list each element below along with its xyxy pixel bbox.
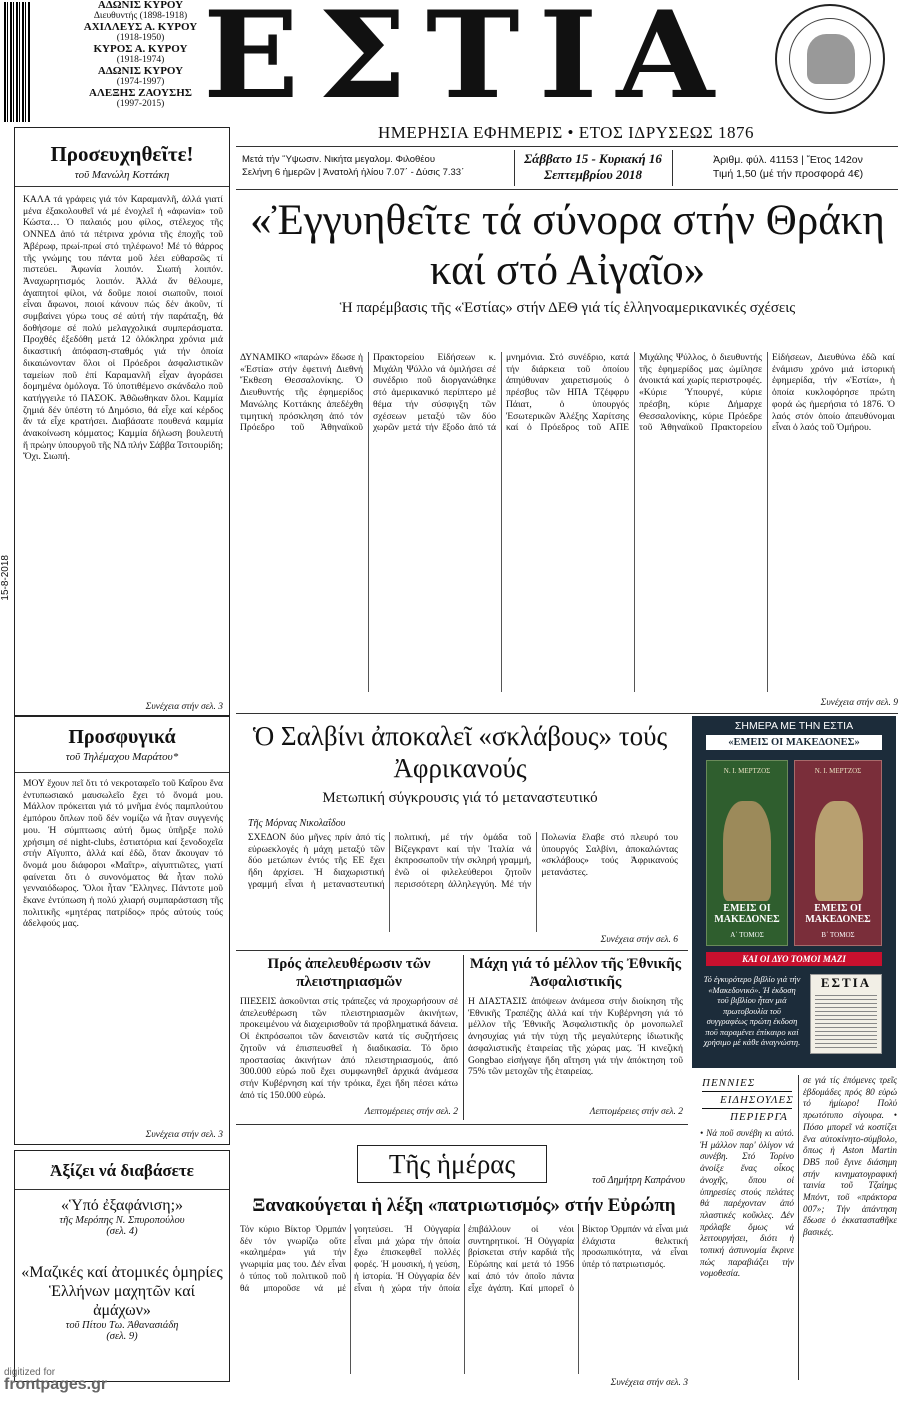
founders-list: ΑΔΩΝΙΣ ΚΥΡΟΥ Διευθυντής (1898-1918) ΑΧΙΛΛΕΥΣ Α. ΚΥΡΟΥ (1918-1950) ΚΥΡΟΣ Α. ΚΥΡΟΥ (1918-1974) ΑΔΩΝΙΣ ΚΥΡΟΥ (1974-1997) ΑΛΕΞΗΣ ΖΑΟΥΣΗΣ (1997-2015) bbox=[83, 0, 198, 109]
gossip-text: • Νά ποῦ συνέβη κι αὐτό. Ἡ μάλλον παρ' ὀλίγον νά συνέβη. Στό Τορίνο ἀνοίξε ἕνας οἶκος ἀνοχῆς, ὅπου οἱ ὑπηρεσίες στούς πελάτες θά παρέχονταν ἀπό πλαστικές κοῦκλες. Δέν πρόλαβε ὅμως νά λειτουργήσει, διότι ἡ τοπική ἀστυνομία ἔκρινε πώς παραβιάζει τήν νομοθεσία. bbox=[700, 1128, 794, 1279]
continue-link[interactable]: Συνέχεια στήν σελ. 3 bbox=[610, 1378, 688, 1388]
masthead-subtitle: ΗΜΕΡΗΣΙΑ ΕΦΗΜΕΡΙΣ • ΕΤΟΣ ΙΔΡΥΣΕΩΣ 1876 bbox=[378, 123, 754, 142]
today-title: Τῆς ἡμέρας bbox=[357, 1145, 547, 1183]
brief-headline: Μάχη γιά τό μέλλον τῆς Ἐθνικῆς Ἀσφαλιστικῆς bbox=[469, 956, 682, 990]
lead-headline: «Ἐγγυηθεῖτε τά σύνορα στήν Θράκη καί στό Αἰγαῖο» bbox=[250, 197, 885, 294]
gossip-text: σε γιά τίς ἐπόμενες τρεῖς ἑβδομάδες πρός 80 εὐρώ τό ἡμίωρο! Πολύ πρωτότυπο σίγουρα. • Πόσο μπορεῖ νά κοστίζει ἕνα αὐτοκίνητο-σύμβολο, ὅπως ἡ Aston Martin DB5 ποῦ ἔγινε διάσημη στήν κινηματογραφική ταινία τοῦ Τζαίημς Μπόντ, τοῦ «πράκτορα 007»; Τήν ἀπάντηση ἔδωσε ὁ ἐκκατασταθῆκε βασικές. bbox=[803, 1075, 897, 1238]
ad-text: Τό ἐγκυρότερο βιβλίο γιά τήν «Μακεδονικό». Ἡ ἐκδοση τοῦ βιβλίου ἦταν μιά πρωτοβουλία τοῦ συγγραφέως πρώτη ἐκδοση ποῦ παραμένει ἐπίκαιρο καί χρήσιμο μέ κάθε ἀναγνώστη. bbox=[703, 974, 801, 1047]
column-text: ΜΟΥ ἔχουν πεῖ ὅτι τό νεκροταφεῖο τοῦ Καΐρου ἕνα ἐντυπωσιακό μαυσωλεῖο ἔχει τό ὄνομά μου. Μάλλον πρόκειται γιά τό μνῆμα ἑνός παμπλούτου ἐμπόρου ὅπλων ποῦ δέν νομίζω νά ἦταν συγγενής μου. Ἡ σύμπτωσις αὐτή ὅμως ὑπῆρξε πολύ χρήσιμη σέ night-clubs, ἑστιατόρια καί ξενοδοχεῖα στήν Αἴγυπτο, ἀλλά καί ἐδῶ, ὅταν ἄκουγαν τό ὄνομά μου διάφοροι «Μαΐτρ», αἰγυπτιῶτες, γιατί φαίνεται ὅτι ὁ συνονόματος θά ἦταν πολύ γενναιόδωρος. Ὅλοι ἦταν Ἕλληνες. Πάντοτε μοῦ ἔκανε ἐντύπωση ἡ πολύ χλιαρή συμπαράσταση τῆς πολιτικῆς «μητέρας πατρίδος» πρός αὐτούς τούς ἀδελφούς μας. bbox=[23, 778, 223, 930]
barcode bbox=[4, 2, 30, 122]
gossip-title: ΠΕΝΝΙΕΣ ΕΙΔΗΣΟΥΛΕΣ ΠΕΡΙΕΡΓΑ bbox=[702, 1077, 794, 1123]
salvini-text: ΣΧΕΔΟΝ δύο μῆνες πρίν ἀπό τίς εὐρωεκλογές ἡ μάχη μεταξύ τῶν δύο μετώπων ἐντός τῆς ΕΕ ἔχει ἤδη ἀρχίσει. Ἡ διαχωριστική γραμμή εἶναι ἡ μεταναστευτική πολιτική, μέ τήν ὁμάδα τοῦ Βίζεγκραντ καί τήν Ἰταλία νά ἐκπροσωποῦν τήν σκληρή γραμμή, ἐνῶ οἱ φιλελεύθεροι ζητοῦν περισσότερη ἀλληλεγγύη. Μέ τήν Πολωνία ἔλαβε στό πλευρό του ὑπουργός Σαλβίνι, ἀποκαλώντας «σκλάβους» τούς Ἀφρικανούς μετανάστες. bbox=[248, 832, 678, 890]
column-title: Προσευχηθεῖτε! bbox=[50, 142, 194, 166]
feast-info: Μετά τήν Ὕψωσιν. Νικήτα μεγαλομ. Φιλοθέου Σελήνη 6 ἡμερῶν | Ἀνατολή ἡλίου 7.07΄ - Δύσις 7.33΄ bbox=[242, 154, 465, 178]
today-author: τοῦ Δημήτρη Καπράνου bbox=[592, 1175, 685, 1186]
issue-info: Ἀριθμ. φύλ. 41153 | Ἔτος 142ον Τιμή 1,50 (μέ τήν προσφορά 4€) bbox=[712, 154, 864, 180]
newspaper-thumbnail: ΕΣΤΙΑ bbox=[810, 974, 882, 1054]
today-headline: Ξανακούγεται ἡ λέξη «πατριωτισμός» στήν Εὐρώπη bbox=[252, 1195, 676, 1216]
continue-link[interactable]: Λεπτομέρειες στήν σελ. 2 bbox=[589, 1107, 683, 1117]
column-author: τοῦ Τηλέμαχου Μαράτου* bbox=[65, 751, 179, 763]
salvini-headline: Ὁ Σαλβίνι ἀποκαλεῖ «σκλάβους» τούς Ἀφρικανούς bbox=[252, 721, 668, 783]
lead-deck: Ἡ παρέμβασις τῆς «Ἑστίας» στήν ΔΕΘ γιά τίς ἑλληνοαμερικανικές σχέσεις bbox=[339, 300, 796, 316]
brief-headline: Πρός ἀπελευθέρωσιν τῶν πλειστηριασμῶν bbox=[267, 956, 431, 990]
masthead-title: ΕΣΤΙΑ bbox=[203, 0, 734, 126]
continue-link[interactable]: Συνέχεια στήν σελ. 6 bbox=[600, 935, 678, 945]
recommended-item[interactable]: «Μαζικές καί ἀτομικές ὁμηρίες Ἑλλήνων μαχητῶν καί ἀμάχων» τοῦ Πίτου Τω. Ἀθανασιάδη (σελ. 9) bbox=[21, 1264, 223, 1342]
ad-ribbon: ΚΑΙ ΟΙ ΔΥΟ ΤΟΜΟΙ ΜΑΖΙ bbox=[706, 952, 882, 966]
column-author: τοῦ Μανώλη Κοττάκη bbox=[74, 169, 170, 181]
salvini-author: Τῆς Μόρνας Νικολαΐδου bbox=[248, 818, 346, 829]
recommended-item[interactable]: «Ὑπό ἐξαφάνιση;» τῆς Μερόπης Ν. Σπυροπούλου (σελ. 4) bbox=[59, 1197, 185, 1237]
lead-text: ΔΥΝΑΜΙΚΟ «παρών» ἔδωσε ἡ «Ἑστία» στήν ἐφετινή Διεθνή Ἔκθεση Θεσσαλονίκης. Ὁ Διευθυντής τῆς ἐφημερίδος Μανώλης Κοττάκης ἀπεδέχθη τιμητική πρόσκληση ἀπό τόν Πρόεδρο τοῦ Ἀθηναϊκοῦ Πρακτορείου Εἰδήσεων κ. Μιχάλη Ψύλλο νά ὁμιλήσει σέ συνέδριο ποῦ διοργανώθηκε στό ἀμερικανικό περίπτερο μέ θέμα τήν σύσφιγξη τῶν σχέσεων μεταξύ τῶν δύο χωρῶν μετά τήν ἔξοδο ἀπό τά μνημόνια. Στό συνέδριο, κατά τήν διάρκεια τοῦ ὁποίου ἀπηύθυναν χαιρετισμούς ὁ πρέσβυς τῶν ΗΠΑ Τζέφφρυ Πάιατ, ὁ ὑπουργός Ἐσωτερικῶν Ἀλέξης Χαρίτσης καί ὁ Πρόεδρος τοῦ ΑΠΕ Μιχάλης Ψύλλος, ὁ διευθυντής τῆς ἐφημερίδος μας ὡμίλησε ἀνοικτά καί χωρίς περιστροφές. «Κύριε Ὑπουργέ, κύριε πρέσβη, κύριε Δήμαρχε Θεσσαλονίκης, κύριε Πρόεδρε τοῦ Ἀθηναϊκοῦ Πρακτορείου Εἰδήσεων, Διευθύνω ἐδῶ καί ἐνάμισυ χρόνο μιά ἱστορική ἐφημερίδα, τήν «Ἑστία», ἡ ὁποία κυκλοφόρησε πρώτη φορά ὡς ἡμερήσια τό 1876. Ὁ λαός στόν ὁποίο ἀπευθύνομαι εἶναι ὁ λαός τοῦ Ὁμήρου. bbox=[240, 352, 895, 434]
book-advert[interactable]: ΣΗΜΕΡΑ ΜΕ ΤΗΝ ΕΣΤΙΑ «ΕΜΕΙΣ ΟΙ ΜΑΚΕΔΟΝΕΣ» Ν. Ι. ΜΕΡΤΖΟΣ ΕΜΕΙΣ ΟΙ ΜΑΚΕΔΟΝΕΣ Α΄ ΤΟΜΟΣ Ν. Ι. ΜΕΡΤΖΟΣ ΕΜΕΙΣ ΟΙ ΜΑΚΕΔΟΝΕΣ Β΄ ΤΟΜΟΣ ΚΑΙ ΟΙ ΔΥΟ ΤΟΜΟΙ ΜΑΖΙ Τό ἐγκυρότερο βιβλίο γιά τήν «Μακεδονικό». Ἡ ἐκδοση τοῦ βιβλίου ἦταν μιά πρωτοβουλία τοῦ συγγραφέως πρώτη ἐκδοση ποῦ παραμένει ἐπίκαιρο καί χρήσιμο μέ κάθε ἀναγνώστη. ΕΣΤΙΑ bbox=[692, 716, 896, 1068]
book-cover: Ν. Ι. ΜΕΡΤΖΟΣ ΕΜΕΙΣ ΟΙ ΜΑΚΕΔΟΝΕΣ Α΄ ΤΟΜΟΣ bbox=[706, 760, 788, 946]
book-cover: Ν. Ι. ΜΕΡΤΖΟΣ ΕΜΕΙΣ ΟΙ ΜΑΚΕΔΟΝΕΣ Β΄ ΤΟΜΟΣ bbox=[794, 760, 882, 946]
continue-link[interactable]: Συνέχεια στήν σελ. 3 bbox=[145, 702, 223, 712]
brief-text: ΠΙΕΣΕΙΣ ἀσκοῦνται στίς τράπεζες νά προχωρήσουν σέ ἀπελευθέρωση τῶν πλειστηριασμῶν ἀκινήτων, προκειμένου νά διαχειρισθοῦν τά προβληματικά δάνεια. Οἱ ἐκπρόσωποι τῶν δανειστῶν κατά τίς συζητήσεις ζητοῦν νά ἐπισπευσθεῖ ἡ διαδικασία. Τό ὅριο προστασίας ἀκινήτων ἀπό πλειστηριασμούς, ἀπό 300.000 εὐρώ ποῦ ἔχει συμφωνηθεῖ ἀρχικά ἀνάμεσα στήν Κυβέρνηση καί τήν τρόικα, ἔχει ἤδη πέσει κάτω ἀπό τίς 150.000 εὐρώ. bbox=[240, 996, 458, 1101]
continue-link[interactable]: Συνέχεια στήν σελ. 3 bbox=[145, 1130, 223, 1140]
continue-link[interactable]: Λεπτομέρειες στήν σελ. 2 bbox=[364, 1107, 458, 1117]
issue-date: Σάββατο 15 - Κυριακή 16 Σεπτεμβρίου 2018 bbox=[524, 151, 662, 182]
continue-link[interactable]: Συνέχεια στήν σελ. 9 bbox=[820, 698, 898, 708]
column-prayer bbox=[14, 127, 230, 717]
vertical-date: 15-8-2018 bbox=[0, 555, 11, 601]
column-text: ΚΑΛΑ τά γράφεις γιά τόν Καραμανλῆ, ἀλλά γιατί μένα ἐξακολουθεῖ νά μέ ἐνοχλεῖ ἡ «ἀφωνία» τοῦ Κώστα… Ὁ παλαιός μου φίλος, στέλεχος τῆς ΟΝΝΕΔ ἀπό τά πέτρινα χρόνια τῆς ἐποχῆς τοῦ Ἀβέρωφ, πρωί-πρωί στό τηλέφωνο! Μέ τό θάρρος τῆς γνώμης του πάντα μοῦ λέει εὐθαρσῶς τί πιστεύει. Ἀφωνία λοιπόν. Σιωπή λοιπόν. Ἀναχωρητισμός λοιπόν. Ἀλλά ἄν θέλουμε, ἀγαπητοί φίλοι, νά δοῦμε ποιοί σιωποῦν, ποιοί εἶναι ἄφωνοι, ποιοί κάνουν πώς δέν ἀκοῦν, τί συμβαίνει γύρω τους σέ αὐτή τήν παράταξη, θά δοθήσομε σέ πολύ μελαγχολικά συμπεράσματα. Προχθές ἐξεδόθη μετά 12 ὁλόκληρα χρόνια μιά δικαστική ἀπόφαση-σταθμός γιά τήν ὁποία δικαιώνονταν ὅλοι οἱ Πρόεδροι ἀσφαλιστικῶν ταμείων ποῦ ἐπί Καραμανλῆ εἶχαν ἀγοράσει δομημένα ὁμόλογα. Τό ὑποτιθέμενο σκάνδαλο ποῦ κατήγγειλε τό ΠΑΣΟΚ. Ἀθῶωθηκαν ὅλοι. Καμμία ζημιά δέν ὑπέστη τό Δημόσιο, θά εἶχε καί κέρδος ἄν τά εἶχε κρατήσει. Διαβάσατε πουθενά καμμία ἀνακοίνωση κόμματος; Καμμία δήλωση βουλευτή ἤ πρώην ὑπουργοῦ τῆς ΝΔ πλήν Σάββα Τσιτουρίδη; Ὄχι. Σιωπή. bbox=[23, 194, 223, 463]
column-title: Προσφυγικά bbox=[68, 726, 176, 748]
today-text: Τόν κύριο Βίκτορ Ὀρμπάν δέν τόν γνωρίζω οὔτε «καλημέρα» γιά τήν γνωριμία μας του. Δέν εἶναι ὁ τύπος τοῦ πολιτικοῦ ποῦ θά μποροῦσε νά μέ γοητεύσει. Ἡ Οὐγγαρία εἶναι μιά χώρα τήν ὁποία ἔχω ἐπισκεφθεῖ πολλές φορές. Ἡ μουσική, ἡ γεύση, ἡ ἱστορία. Ἡ Οὐγγαρία δέν εἶναι ἡ χώρα τήν ὁποία ἐπιβάλλουν οἱ νέοι συντηρητικοί. Ἡ Οὐγγαρία βρίσκεται στήν καρδιά τῆς Εὐρώπης καί μετά τό 1956 καί ἀπό τόν ὁποῖο πάντα εἶχε ἀγάπη. Καί μπορεῖ ὁ Βίκτορ Ὀρμπάν νά εἶναι μιά ἐλάχιστα θελκτική προσωπικότητα, νά εἶναι ὑπέρ τό πατριωτισμός. bbox=[240, 1224, 688, 1293]
salvini-deck: Μετωπική σύγκρουσις γιά τό μεταναστευτικό bbox=[322, 790, 598, 806]
brief-text: Η ΔΙΑΣΤΑΣΙΣ ἀπόψεων ἀνάμεσα στήν διοίκηση τῆς Ἐθνικῆς Τραπέζης ἀλλά καί τήν Κυβέρνηση γιά τό μέλλον τῆς Ἐθνικῆς Ἀσφαλιστικῆς ὁρ μονοπωλεῖ ἀνησυχίας γιά τήν τύχη τῆς μεγαλύτερης ἰδιωτικῆς ἀσφαλιστικῆς ἑταιρείας τῆς χώρας μας. Ἡ κινεζική Gongbao εἰσήγαγε ἤδη αἴτηση γιά τήν ἀπόκτηση τοῦ 75% τῶν μετοχῶν τῆς ἑταιρείας. bbox=[468, 996, 683, 1078]
column-refugees bbox=[14, 715, 230, 1145]
recommended-title: Ἀξίζει νά διαβάσετε bbox=[50, 1161, 194, 1180]
seal-icon bbox=[775, 4, 885, 114]
recommended-box bbox=[14, 1150, 230, 1382]
credit-watermark: digitized for frontpages.gr bbox=[4, 1367, 108, 1393]
